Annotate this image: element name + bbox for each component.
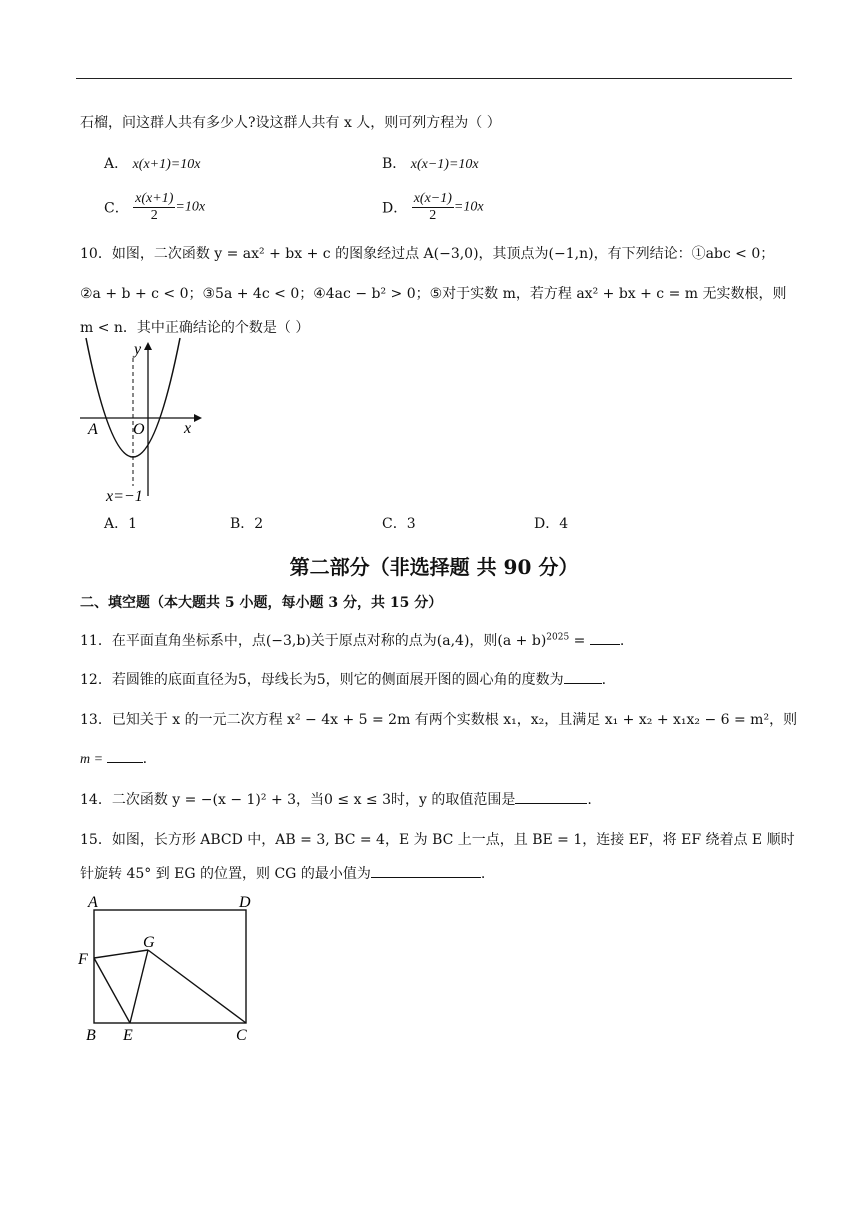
q13-answer-blank[interactable] bbox=[107, 762, 143, 763]
label-d: D bbox=[239, 894, 251, 911]
label-axis-x-eq-minus-1: x=−1 bbox=[106, 488, 143, 505]
q9-option-b: B． x(x−1)=10x bbox=[382, 156, 479, 172]
q10-option-b: B．2 bbox=[230, 516, 264, 532]
x-axis-arrow bbox=[194, 414, 202, 422]
header-rule bbox=[76, 78, 792, 79]
q10-line2: ②a + b + c < 0；③5a + 4c < 0；④4ac − b² > 0；⑤对于实数 m，若方程 ax² + bx + c = m 无实数根，则 bbox=[80, 286, 787, 302]
label-b: B bbox=[86, 1027, 96, 1044]
q10-option-d: D．4 bbox=[534, 516, 569, 532]
segment-eg bbox=[130, 950, 148, 1023]
q15-rectangle-figure bbox=[74, 888, 264, 1048]
label-e: E bbox=[123, 1027, 133, 1044]
q9-option-c-fraction: $\frac{x(x+1)}{2}$ bbox=[135, 191, 174, 223]
label-a: A bbox=[88, 894, 98, 911]
q14: 14．二次函数 y = −(x − 1)² + 3，当0 ≤ x ≤ 3时，y 的取值范围是 . bbox=[80, 792, 592, 808]
q9-option-c: C． $\frac{x(x+1)}{2}$ =10x bbox=[104, 191, 206, 223]
q9-option-a: A． x(x+1)=10x bbox=[104, 156, 201, 172]
q9-stem: 石榴，问这群人共有多少人?设这群人共有 x 人，则可列方程为（ ） bbox=[80, 115, 501, 131]
q10-option-c: C．3 bbox=[382, 516, 416, 532]
q12-answer-blank[interactable] bbox=[564, 683, 602, 684]
y-axis-arrow bbox=[144, 342, 152, 350]
q14-answer-blank[interactable] bbox=[515, 803, 587, 804]
label-y: y bbox=[134, 341, 142, 358]
segment-fg bbox=[94, 950, 148, 958]
label-f: F bbox=[78, 951, 88, 968]
q10-parabola-figure bbox=[76, 336, 216, 506]
q15-line1: 15．如图，长方形 ABCD 中，AB = 3, BC = 4，E 为 BC 上一点，且 BE = 1，连接 EF，将 EF 绕着点 E 顺时 bbox=[80, 832, 795, 848]
q11-answer-blank[interactable] bbox=[590, 644, 620, 645]
q9-option-d-fraction: $\frac{x(x-1)}{2}$ bbox=[413, 191, 452, 223]
q12: 12．若圆锥的底面直径为5，母线长为5，则它的侧面展开图的圆心角的度数为 . bbox=[80, 672, 607, 688]
q13-line2: m = . bbox=[80, 751, 148, 767]
q10-line3: m < n．其中正确结论的个数是（ ） bbox=[80, 320, 310, 336]
section-header: 二、填空题（本大题共 5 小题，每小题 3 分，共 15 分） bbox=[80, 595, 443, 611]
q11: 11．在平面直角坐标系中，点(−3,b)关于原点对称的点为(a,4)，则$(a + b)^{2025}$ = . bbox=[80, 632, 625, 649]
label-c: C bbox=[236, 1027, 247, 1044]
segment-gc bbox=[148, 950, 246, 1023]
q15-line2: 针旋转 45° 到 EG 的位置，则 CG 的最小值为 . bbox=[80, 866, 486, 882]
label-g: G bbox=[143, 934, 155, 951]
label-x: x bbox=[184, 420, 192, 437]
q13-line1: 13．已知关于 x 的一元二次方程 x² − 4x + 5 = 2m 有两个实数根 x₁，x₂，且满足 x₁ + x₂ + x₁x₂ − 6 = m²，则 bbox=[80, 712, 798, 728]
q9-option-d: D． $\frac{x(x-1)}{2}$ =10x bbox=[382, 191, 484, 223]
segment-fe bbox=[94, 958, 130, 1023]
q15-answer-blank[interactable] bbox=[371, 877, 481, 878]
part-title: 第二部分（非选择题 共 90 分） bbox=[289, 555, 579, 579]
parabola-curve bbox=[86, 338, 180, 457]
label-o: O bbox=[133, 421, 145, 438]
q10-line1: 10．如图，二次函数 y = ax² + bx + c 的图象经过点 A(−3,0)，其顶点为(−1,n)，有下列结论：①abc < 0； bbox=[80, 246, 775, 262]
q10-option-a: A．1 bbox=[104, 516, 138, 532]
label-a: A bbox=[88, 421, 98, 438]
